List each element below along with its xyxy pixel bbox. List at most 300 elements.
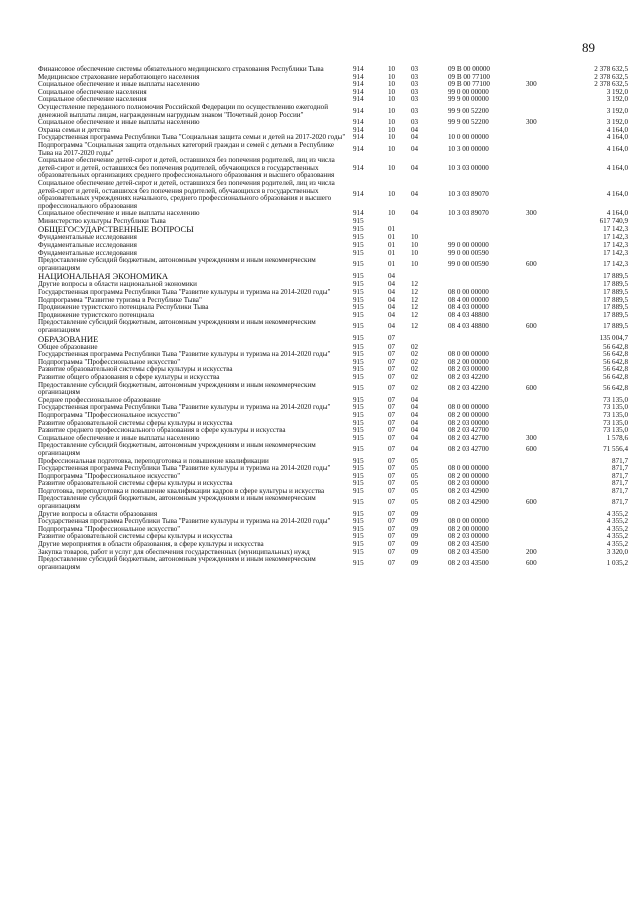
amount-cell: 3 192,0 xyxy=(606,95,628,104)
subsection-code-cell: 05 xyxy=(411,471,419,480)
amount-cell: 4 164,0 xyxy=(606,133,628,142)
expense-type-code-cell xyxy=(526,526,561,534)
amount-cell: 56 642,8 xyxy=(603,342,628,351)
expense-type-code-cell xyxy=(526,420,561,428)
expense-type-code-cell xyxy=(526,234,561,242)
subsection-code-cell: 05 xyxy=(411,464,419,473)
target-article-code-cell: 08 2 03 42200 xyxy=(448,384,489,393)
item-name-cell: Подпрограмма "Профессиональное искусство" xyxy=(38,471,181,480)
target-article-code-cell: 08 2 03 42900 xyxy=(448,486,489,495)
subsection-code-cell: 09 xyxy=(411,532,419,541)
section-code-cell: 04 xyxy=(388,272,396,281)
subsection-code-cell: 10 xyxy=(411,241,419,250)
subsection-code-cell: 02 xyxy=(411,365,419,374)
expense-type-code-cell: 600 xyxy=(526,322,537,331)
amount-cell: 871,7 xyxy=(612,464,628,473)
ministry-code-cell: 914 xyxy=(353,125,364,134)
section-code-cell: 07 xyxy=(388,433,396,442)
item-name-cell: Государственная программа Республики Тыва "Развитие культуры и туризма на 2014-2020 годы" xyxy=(38,517,331,526)
section-code-cell: 07 xyxy=(388,403,396,412)
amount-cell: 4 355,2 xyxy=(606,524,628,533)
ministry-code-cell: 915 xyxy=(353,357,364,366)
amount-cell: 4 355,2 xyxy=(606,540,628,549)
expense-type-code-cell: 600 xyxy=(526,445,537,454)
expense-type-code-cell xyxy=(526,480,561,488)
subsection-code-cell: 05 xyxy=(411,498,419,507)
section-code-cell: 07 xyxy=(388,559,396,568)
section-code-cell: 01 xyxy=(388,260,396,269)
item-name-cell: Развитие образовательной системы сферы культуры и искусства xyxy=(38,479,233,488)
expense-type-code-cell xyxy=(526,66,561,74)
target-article-code-cell: 10 0 00 00000 xyxy=(448,133,489,142)
expense-type-code-cell: 300 xyxy=(526,118,537,127)
subsection-code-cell: 09 xyxy=(411,524,419,533)
amount-cell: 17 889,5 xyxy=(603,272,628,281)
subsection-code-cell: 05 xyxy=(411,486,419,495)
section-code-cell: 10 xyxy=(388,125,396,134)
expense-type-code-cell: 600 xyxy=(526,384,537,393)
ministry-code-cell: 914 xyxy=(353,72,364,81)
section-code-cell: 10 xyxy=(388,209,396,218)
section-code-cell: 01 xyxy=(388,225,396,234)
table-row xyxy=(38,180,628,210)
section-code-cell: 04 xyxy=(388,303,396,312)
section-code-cell: 01 xyxy=(388,248,396,257)
section-code-cell: 04 xyxy=(388,288,396,297)
subsection-code-cell: 04 xyxy=(411,190,419,199)
section-code-cell: 10 xyxy=(388,118,396,127)
ministry-code-cell: 914 xyxy=(353,95,364,104)
target-article-code-cell xyxy=(448,272,526,281)
item-name-cell: Фундаментальные исследования xyxy=(38,248,137,257)
item-name-cell: ОБРАЗОВАНИЕ xyxy=(38,333,99,344)
table-row xyxy=(38,442,628,457)
target-article-code-cell: 99 0 00 00590 xyxy=(448,260,489,269)
amount-cell: 17 889,5 xyxy=(603,322,628,331)
target-article-code-cell: 10 3 00 00000 xyxy=(448,144,489,153)
expense-type-code-cell: 600 xyxy=(526,498,537,507)
target-article-code-cell: 08 4 03 48800 xyxy=(448,322,489,331)
item-name-cell: Другие вопросы в области национальной экономики xyxy=(38,280,197,289)
expense-type-code-cell xyxy=(526,458,561,466)
amount-cell: 4 355,2 xyxy=(606,509,628,518)
amount-cell: 3 192,0 xyxy=(606,118,628,127)
item-name-cell: Министерство культуры Республики Тыва xyxy=(38,216,166,225)
target-article-code-cell: 99 9 00 00000 xyxy=(448,95,489,104)
amount-cell: 135 004,7 xyxy=(599,334,628,343)
item-name-cell: Другие вопросы в области образования xyxy=(38,509,158,518)
subsection-code-cell: 05 xyxy=(411,479,419,488)
subsection-code-cell: 03 xyxy=(411,80,419,89)
ministry-code-cell: 915 xyxy=(353,532,364,541)
target-article-code-cell: 10 3 03 00000 xyxy=(448,163,489,172)
ministry-code-cell: 915 xyxy=(353,248,364,257)
target-article-code-cell: 10 3 03 89070 xyxy=(448,190,489,199)
subsection-code-cell: 05 xyxy=(411,456,419,465)
subsection-code-cell: 04 xyxy=(411,209,419,218)
section-code-cell: 01 xyxy=(388,233,396,242)
section-code-cell: 10 xyxy=(388,80,396,89)
amount-cell: 56 642,8 xyxy=(603,350,628,359)
ministry-code-cell: 915 xyxy=(353,233,364,242)
amount-cell: 3 320,0 xyxy=(606,547,628,556)
expense-type-code-cell xyxy=(526,142,561,157)
subsection-code-cell: 03 xyxy=(411,65,419,73)
page-number: 89 xyxy=(582,40,595,55)
target-article-code-cell: 08 2 03 42200 xyxy=(448,372,489,381)
ministry-code-cell: 915 xyxy=(353,426,364,435)
section-code-cell: 07 xyxy=(388,517,396,526)
amount-cell: 56 642,8 xyxy=(603,372,628,381)
ministry-code-cell: 914 xyxy=(353,106,364,115)
expense-type-code-cell xyxy=(526,225,561,234)
expense-type-code-cell xyxy=(526,104,561,119)
expense-type-code-cell xyxy=(526,518,561,526)
target-article-code-cell xyxy=(448,218,526,226)
subsection-code-cell: 04 xyxy=(411,403,419,412)
expense-type-code-cell xyxy=(526,242,561,250)
amount-cell: 4 164,0 xyxy=(606,144,628,153)
item-name-cell: Социальное обеспечение населения xyxy=(38,87,147,96)
ministry-code-cell: 915 xyxy=(353,365,364,374)
subsection-code-cell: 02 xyxy=(411,372,419,381)
table-row xyxy=(38,119,628,127)
amount-cell: 17 142,3 xyxy=(603,248,628,257)
amount-cell: 617 740,9 xyxy=(599,216,628,225)
amount-cell: 871,7 xyxy=(612,498,628,507)
section-code-cell: 07 xyxy=(388,395,396,404)
expense-type-code-cell xyxy=(526,297,561,305)
section-code-cell: 07 xyxy=(388,445,396,454)
item-name-cell: Государственная программа Республики Тыва "Развитие культуры и туризма на 2014-2020 годы" xyxy=(38,403,331,412)
ministry-code-cell: 914 xyxy=(353,80,364,89)
amount-cell: 73 135,0 xyxy=(603,410,628,419)
subsection-code-cell: 04 xyxy=(411,163,419,172)
table-row xyxy=(38,335,628,344)
item-name-cell: Развитие образовательной системы сферы культуры и искусства xyxy=(38,418,233,427)
amount-cell: 73 135,0 xyxy=(603,395,628,404)
table-row xyxy=(38,104,628,119)
subsection-code-cell: 02 xyxy=(411,357,419,366)
amount-cell: 4 355,2 xyxy=(606,532,628,541)
section-code-cell: 04 xyxy=(388,310,396,319)
table-row xyxy=(38,382,628,397)
amount-cell: 871,7 xyxy=(612,479,628,488)
ministry-code-cell: 915 xyxy=(353,295,364,304)
ministry-code-cell: 915 xyxy=(353,464,364,473)
item-name-cell: Социальное обеспечение и иные выплаты населению xyxy=(38,80,200,89)
target-article-code-cell: 08 2 03 43500 xyxy=(448,559,489,568)
target-article-code-cell: 08 2 03 42700 xyxy=(448,426,489,435)
subsection-code-cell: 04 xyxy=(411,418,419,427)
item-name-cell: Социальное обеспечение и иные выплаты населению xyxy=(38,118,200,127)
amount-cell: 56 642,8 xyxy=(603,357,628,366)
item-name-cell: Подпрограмма "Развитие туризма в Республике Тыва" xyxy=(38,295,202,304)
section-code-cell: 07 xyxy=(388,418,396,427)
ministry-code-cell: 915 xyxy=(353,288,364,297)
expense-type-code-cell: 300 xyxy=(526,80,537,89)
ministry-code-cell: 915 xyxy=(353,403,364,412)
expense-type-code-cell xyxy=(526,404,561,412)
subsection-code-cell: 10 xyxy=(411,260,419,269)
section-code-cell: 07 xyxy=(388,384,396,393)
ministry-code-cell: 914 xyxy=(353,144,364,153)
item-name-cell: Профессиональная подготовка, переподготовка и повышение квалификации xyxy=(38,456,269,465)
section-code-cell: 07 xyxy=(388,509,396,518)
subsection-code-cell: 12 xyxy=(411,280,419,289)
expense-type-code-cell xyxy=(526,359,561,367)
item-name-cell: Государственная программа Республики Тыва "Развитие культуры и туризма на 2014-2020 годы" xyxy=(38,350,331,359)
ministry-code-cell: 915 xyxy=(353,547,364,556)
subsection-code-cell: 09 xyxy=(411,509,419,518)
amount-cell: 4 164,0 xyxy=(606,190,628,199)
ministry-code-cell: 915 xyxy=(353,509,364,518)
amount-cell: 71 556,4 xyxy=(603,445,628,454)
budget-table xyxy=(38,66,628,571)
amount-cell: 4 164,0 xyxy=(606,125,628,134)
section-code-cell: 07 xyxy=(388,372,396,381)
item-name-cell: Социальное обеспечение детей-сирот и детей, оставшихся без попечения родителей, лиц из числа детей-сирот и детей, оставшихся без попечения родителей, обучающихся в государственных образовательных организациях среднего профессионального образования и высшего образования xyxy=(38,156,335,180)
subsection-code-cell: 09 xyxy=(411,517,419,526)
amount-cell: 17 142,3 xyxy=(603,225,628,234)
item-name-cell: Государственная программа Республики Тыва "Развитие культуры и туризма на 2014-2020 годы" xyxy=(38,464,331,473)
subsection-code-cell: 12 xyxy=(411,310,419,319)
amount-cell: 17 889,5 xyxy=(603,310,628,319)
item-name-cell: Продвижение туристского потенциала xyxy=(38,310,155,319)
expense-type-code-cell xyxy=(526,96,561,104)
table-row xyxy=(38,142,628,157)
subsection-code-cell: 02 xyxy=(411,350,419,359)
expense-type-code-cell xyxy=(526,272,561,281)
subsection-code-cell: 04 xyxy=(411,144,419,153)
ministry-code-cell: 915 xyxy=(353,395,364,404)
subsection-code-cell: 10 xyxy=(411,233,419,242)
item-name-cell: Государственная программа Республики Тыва "Социальная защита семьи и детей на 2017-2020 годы" xyxy=(38,133,346,142)
table-row xyxy=(38,157,628,180)
ministry-code-cell: 915 xyxy=(353,418,364,427)
item-name-cell: Финансовое обеспечение системы обязательного медицинского страхования Республики Тыва xyxy=(38,65,324,73)
section-code-cell: 07 xyxy=(388,426,396,435)
section-code-cell: 07 xyxy=(388,547,396,556)
ministry-code-cell: 915 xyxy=(353,225,364,234)
subsection-code-cell: 03 xyxy=(411,106,419,115)
table-row xyxy=(38,319,628,334)
ministry-code-cell: 915 xyxy=(353,410,364,419)
amount-cell: 2 378 632,5 xyxy=(594,72,628,81)
amount-cell: 871,7 xyxy=(612,456,628,465)
subsection-code-cell: 03 xyxy=(411,87,419,96)
target-article-code-cell: 08 4 00 00000 xyxy=(448,295,489,304)
amount-cell: 871,7 xyxy=(612,486,628,495)
section-code-cell: 04 xyxy=(388,295,396,304)
target-article-code-cell: 99 9 00 52200 xyxy=(448,106,489,115)
item-name-cell: Развитие общего образования в сфере культуры и искусства xyxy=(38,372,220,381)
ministry-code-cell: 915 xyxy=(353,280,364,289)
item-name-cell: Предоставление субсидий бюджетным, автономным учреждениям и иным некоммерческим организациям xyxy=(38,441,316,457)
section-code-cell: 04 xyxy=(388,280,396,289)
expense-type-code-cell xyxy=(526,412,561,420)
section-code-cell: 07 xyxy=(388,532,396,541)
section-code-cell: 10 xyxy=(388,163,396,172)
item-name-cell: Другие мероприятия в области образования, в сфере культуры и искусства xyxy=(38,540,264,549)
section-code-cell: 10 xyxy=(388,65,396,73)
target-article-code-cell: 08 0 00 00000 xyxy=(448,350,489,359)
amount-cell: 2 378 632,5 xyxy=(594,80,628,89)
ministry-code-cell: 915 xyxy=(353,334,364,343)
expense-type-code-cell xyxy=(526,312,561,320)
target-article-code-cell: 08 2 00 00000 xyxy=(448,357,489,366)
item-name-cell: НАЦИОНАЛЬНАЯ ЭКОНОМИКА xyxy=(38,271,169,282)
subsection-code-cell: 04 xyxy=(411,410,419,419)
subsection-code-cell: 09 xyxy=(411,559,419,568)
expense-type-code-cell: 300 xyxy=(526,209,537,218)
target-article-code-cell: 08 2 03 43500 xyxy=(448,547,489,556)
amount-cell: 3 192,0 xyxy=(606,106,628,115)
ministry-code-cell: 915 xyxy=(353,260,364,269)
item-name-cell: Предоставление субсидий бюджетным, автономным учреждениям и иным некоммерческим организациям xyxy=(38,555,316,571)
amount-cell: 3 192,0 xyxy=(606,87,628,96)
ministry-code-cell: 915 xyxy=(353,540,364,549)
item-name-cell: Подпрограмма "Профессиональное искусство" xyxy=(38,357,181,366)
expense-type-code-cell: 300 xyxy=(526,433,537,442)
section-code-cell: 04 xyxy=(388,322,396,331)
expense-type-code-cell: 600 xyxy=(526,260,537,269)
expense-type-code-cell xyxy=(526,281,561,289)
ministry-code-cell: 915 xyxy=(353,241,364,250)
ministry-code-cell: 915 xyxy=(353,342,364,351)
table-row xyxy=(38,257,628,272)
target-article-code-cell: 09 В 00 00000 xyxy=(448,65,490,73)
section-code-cell: 07 xyxy=(388,524,396,533)
ministry-code-cell: 915 xyxy=(353,479,364,488)
ministry-code-cell: 915 xyxy=(353,471,364,480)
amount-cell: 1 578,6 xyxy=(606,433,628,442)
expense-type-code-cell xyxy=(526,488,561,496)
item-name-cell: Фундаментальные исследования xyxy=(38,233,137,242)
expense-type-code-cell xyxy=(526,180,561,210)
item-name-cell: Подпрограмма "Профессиональное искусство" xyxy=(38,524,181,533)
ministry-code-cell: 915 xyxy=(353,517,364,526)
item-name-cell: Социальное обеспечение и иные выплаты населению xyxy=(38,209,200,218)
section-code-cell: 07 xyxy=(388,479,396,488)
subsection-code-cell: 09 xyxy=(411,547,419,556)
section-code-cell: 10 xyxy=(388,106,396,115)
section-code-cell: 07 xyxy=(388,334,396,343)
item-name-cell: Закупка товаров, работ и услуг для обеспечения государственных (муниципальных) нужд xyxy=(38,547,310,556)
ministry-code-cell: 914 xyxy=(353,87,364,96)
item-name-cell: Охрана семьи и детства xyxy=(38,125,110,134)
subsection-code-cell xyxy=(411,218,448,226)
ministry-code-cell: 915 xyxy=(353,498,364,507)
section-code-cell: 07 xyxy=(388,365,396,374)
target-article-code-cell: 10 3 03 89070 xyxy=(448,209,489,218)
expense-type-code-cell xyxy=(526,89,561,97)
expense-type-code-cell xyxy=(526,397,561,405)
amount-cell: 56 642,8 xyxy=(603,365,628,374)
item-name-cell: Развитие образовательной системы сферы культуры и искусства xyxy=(38,365,233,374)
target-article-code-cell: 08 2 00 00000 xyxy=(448,410,489,419)
ministry-code-cell: 915 xyxy=(353,433,364,442)
subsection-code-cell: 04 xyxy=(411,433,419,442)
expense-type-code-cell xyxy=(526,473,561,481)
target-article-code-cell: 08 4 03 00000 xyxy=(448,303,489,312)
item-name-cell: Предоставление субсидий бюджетным, автономным учреждениям и иным некоммерческим организациям xyxy=(38,494,316,511)
item-name-cell: Предоставление субсидий бюджетным, автономным учреждениям и иным некоммерческим организациям xyxy=(38,380,316,397)
target-article-code-cell: 99 0 00 00590 xyxy=(448,248,489,257)
target-article-code-cell: 08 2 00 00000 xyxy=(448,524,489,533)
amount-cell: 73 135,0 xyxy=(603,403,628,412)
target-article-code-cell: 08 4 03 48800 xyxy=(448,310,489,319)
target-article-code-cell: 99 0 00 00000 xyxy=(448,87,489,96)
target-article-code-cell: 08 2 03 42700 xyxy=(448,433,489,442)
expense-type-code-cell xyxy=(526,127,561,135)
section-code-cell: 07 xyxy=(388,471,396,480)
item-name-cell: Предоставление субсидий бюджетным, автономным учреждениям и иным некоммерческим организациям xyxy=(38,256,316,272)
expense-type-code-cell xyxy=(526,157,561,180)
item-name-cell: Подготовка, переподготовка и повышение квалификации кадров в сфере культуры и искусства xyxy=(38,486,325,495)
target-article-code-cell: 08 2 03 00000 xyxy=(448,418,489,427)
section-code-cell: 10 xyxy=(388,87,396,96)
table-row xyxy=(38,556,628,571)
subsection-code-cell: 12 xyxy=(411,288,419,297)
section-code-cell: 01 xyxy=(388,241,396,250)
item-name-cell: Медицинское страхование неработающего населения xyxy=(38,72,200,81)
expense-type-code-cell xyxy=(526,134,561,142)
item-name-cell: Развитие среднего профессионального образования в сфере культуры и искусства xyxy=(38,426,286,435)
amount-cell: 4 164,0 xyxy=(606,163,628,172)
target-article-code-cell: 99 0 00 00000 xyxy=(448,241,489,250)
ministry-code-cell: 914 xyxy=(353,209,364,218)
subsection-code-cell: 02 xyxy=(411,342,419,351)
expense-type-code-cell xyxy=(526,304,561,312)
expense-type-code-cell xyxy=(526,218,561,226)
target-article-code-cell: 08 0 00 00000 xyxy=(448,464,489,473)
target-article-code-cell: 08 2 03 42700 xyxy=(448,445,489,454)
section-code-cell: 07 xyxy=(388,357,396,366)
amount-cell: 17 889,5 xyxy=(603,295,628,304)
ministry-code-cell: 915 xyxy=(353,216,364,225)
target-article-code-cell: 09 В 00 77100 xyxy=(448,80,490,89)
subsection-code-cell: 10 xyxy=(411,248,419,257)
ministry-code-cell: 915 xyxy=(353,486,364,495)
amount-cell: 4 355,2 xyxy=(606,517,628,526)
subsection-code-cell: 03 xyxy=(411,118,419,127)
ministry-code-cell: 915 xyxy=(353,272,364,281)
ministry-code-cell: 915 xyxy=(353,445,364,454)
item-name-cell: Государственная программа Республики Тыва "Развитие культуры и туризма на 2014-2020 годы" xyxy=(38,288,331,297)
subsection-code-cell: 09 xyxy=(411,540,419,549)
section-code-cell: 10 xyxy=(388,190,396,199)
amount-cell: 871,7 xyxy=(612,471,628,480)
item-name-cell: Продвижение туристского потенциала Республики Тыва xyxy=(38,303,209,312)
target-article-code-cell: 08 2 03 00000 xyxy=(448,479,489,488)
target-article-code-cell: 08 0 00 00000 xyxy=(448,403,489,412)
subsection-code-cell: 03 xyxy=(411,72,419,81)
expense-type-code-cell xyxy=(526,374,561,382)
section-code-cell: 07 xyxy=(388,342,396,351)
section-code-cell: 10 xyxy=(388,72,396,81)
expense-type-code-cell xyxy=(526,351,561,359)
section-code-cell: 07 xyxy=(388,486,396,495)
subsection-code-cell: 12 xyxy=(411,295,419,304)
amount-cell: 73 135,0 xyxy=(603,418,628,427)
expense-type-code-cell xyxy=(526,335,561,344)
expense-type-code-cell: 200 xyxy=(526,547,537,556)
subsection-code-cell: 03 xyxy=(411,95,419,104)
ministry-code-cell: 915 xyxy=(353,384,364,393)
target-article-code-cell: 99 9 00 52200 xyxy=(448,118,489,127)
subsection-code-cell: 04 xyxy=(411,125,419,134)
